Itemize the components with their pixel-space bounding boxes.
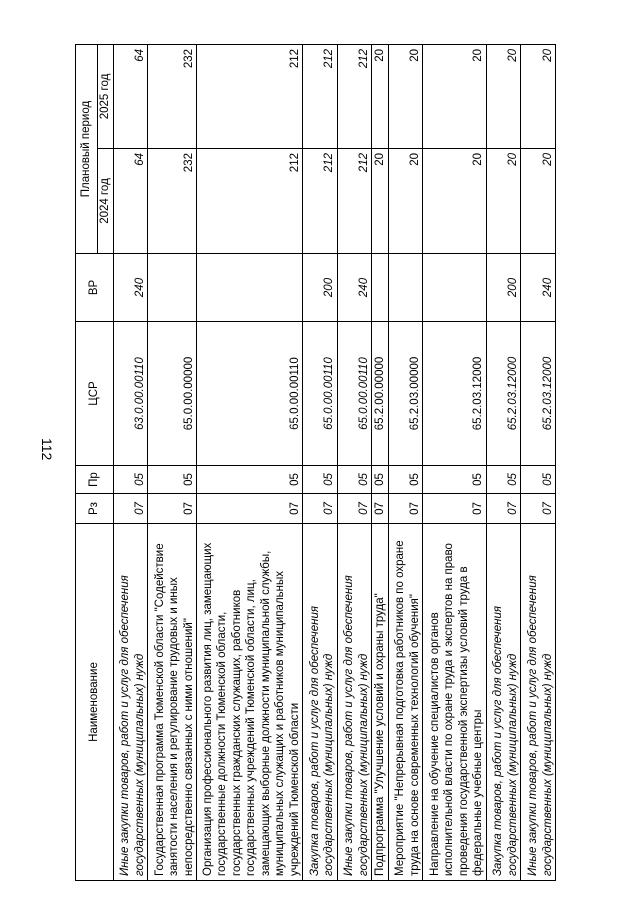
row-pr: 05 [521, 466, 556, 494]
row-pr: 05 [197, 466, 303, 494]
table-row [113, 44, 148, 880]
row-2024: 212 [337, 149, 372, 254]
row-2024: 20 [521, 149, 556, 254]
row-2024: 212 [197, 149, 303, 254]
row-2024: 64 [113, 149, 148, 254]
row-vr: 200 [303, 254, 338, 322]
header-rz: Рз [76, 494, 114, 524]
row-2025: 64 [113, 44, 148, 148]
row-rz: 07 [197, 494, 303, 524]
row-pr: 05 [303, 466, 338, 494]
row-2025: 232 [148, 44, 197, 148]
row-vr [388, 254, 423, 322]
table-row [197, 44, 303, 880]
row-rz: 07 [521, 494, 556, 524]
row-2025: 20 [372, 44, 388, 148]
table-row [423, 44, 486, 880]
row-name: Иные закупки товаров, работ и услуг для обеспечения государственных (муниципальных) нужд [521, 524, 556, 881]
row-2024: 20 [486, 149, 521, 254]
row-2025: 20 [423, 44, 486, 148]
header-vr: ВР [76, 254, 114, 322]
row-name: Иные закупки товаров, работ и услуг для обеспечения государственных (муниципальных) нужд [337, 524, 372, 881]
row-name: Организация профессионального развития лиц, замещающих государственные должности Тюменской области, государственных гражданских служащих, работников государственных учреждений Тюменской области, лиц, замещающих выборные должности муниципальной службы, муниципальных служащих и работников муниципальных учреждений Тюменской области [197, 524, 303, 881]
row-pr: 05 [423, 466, 486, 494]
row-name: Подпрограмма "Улучшение условий и охраны труда" [372, 524, 388, 881]
row-pr: 05 [372, 466, 388, 494]
row-2025: 20 [521, 44, 556, 148]
row-rz: 07 [372, 494, 388, 524]
row-rz: 07 [148, 494, 197, 524]
row-csr: 65.0.00.00110 [197, 322, 303, 466]
row-name: Направление на обучение специалистов органов исполнительной власти по охране труда и экспертов на право проведения государственной экспертизы условий труда в федеральные учебные центры [423, 524, 486, 881]
row-rz: 07 [337, 494, 372, 524]
table-row [337, 44, 372, 880]
row-csr: 65.2.00.00000 [372, 322, 388, 466]
row-rz: 07 [113, 494, 148, 524]
row-csr: 63.0.00.00110 [113, 322, 148, 466]
table-row [372, 44, 388, 880]
table-row [388, 44, 423, 880]
table-body [113, 44, 556, 880]
row-name: Закупка товаров, работ и услуг для обеспечения государственных (муниципальных) нужд [303, 524, 338, 881]
row-csr: 65.0.00.00000 [148, 322, 197, 466]
header-2024: 2024 год [98, 149, 114, 254]
row-csr: 65.2.03.12000 [486, 322, 521, 466]
row-pr: 05 [113, 466, 148, 494]
row-name: Мероприятие "Непрерывная подготовка работников по охране труда на основе современных технологий обучения" [388, 524, 423, 881]
row-vr [197, 254, 303, 322]
row-csr: 65.0.00.00110 [303, 322, 338, 466]
row-vr: 240 [337, 254, 372, 322]
row-2025: 212 [337, 44, 372, 148]
header-plan-period: Плановый период [76, 44, 98, 253]
page-number: 112 [39, 438, 55, 461]
row-vr: 200 [486, 254, 521, 322]
row-vr: 240 [521, 254, 556, 322]
row-pr: 05 [388, 466, 423, 494]
row-2025: 20 [486, 44, 521, 148]
row-2025: 20 [388, 44, 423, 148]
row-name: Государственная программа Тюменской области "Содействие занятости населения и регулирование трудовых и иных непосредственно связанных с ними отношений" [148, 524, 197, 881]
row-name: Закупка товаров, работ и услуг для обеспечения государственных (муниципальных) нужд [486, 524, 521, 881]
row-2025: 212 [303, 44, 338, 148]
row-csr: 65.2.03.12000 [423, 322, 486, 466]
table-row [486, 44, 521, 880]
row-rz: 07 [303, 494, 338, 524]
row-csr: 65.0.00.00110 [337, 322, 372, 466]
row-pr: 05 [148, 466, 197, 494]
row-pr: 05 [337, 466, 372, 494]
row-vr: 240 [113, 254, 148, 322]
row-2025: 212 [197, 44, 303, 148]
row-pr: 05 [486, 466, 521, 494]
row-rz: 07 [388, 494, 423, 524]
row-vr [372, 254, 388, 322]
budget-table [75, 44, 556, 881]
row-rz: 07 [423, 494, 486, 524]
row-2024: 20 [372, 149, 388, 254]
header-csr: ЦСР [76, 322, 114, 466]
row-csr: 65.2.03.00000 [388, 322, 423, 466]
row-2024: 232 [148, 149, 197, 254]
header-name: Наименование [76, 524, 114, 881]
table-row [521, 44, 556, 880]
row-2024: 20 [423, 149, 486, 254]
table-row [148, 44, 197, 880]
row-csr: 65.2.03.12000 [521, 322, 556, 466]
row-2024: 212 [303, 149, 338, 254]
row-2024: 20 [388, 149, 423, 254]
row-vr [148, 254, 197, 322]
table-row [303, 44, 338, 880]
row-rz: 07 [486, 494, 521, 524]
header-2025: 2025 год [98, 44, 114, 148]
row-vr [423, 254, 486, 322]
header-pr: Пр [76, 466, 114, 494]
row-name: Иные закупки товаров, работ и услуг для обеспечения государственных (муниципальных) нужд [113, 524, 148, 881]
